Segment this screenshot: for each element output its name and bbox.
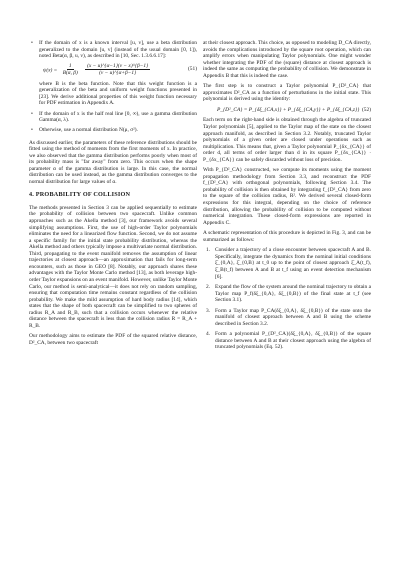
step-text: Form a polynomial P_{D²_CA}(δξ_{0,A}, δξ_{0,B}) of the square distance between A and B at their closest approach using the algebra of truncated polynomials (Eq. 52). — [215, 331, 371, 351]
eq51-den2: (v − u)^{α+β−1} — [99, 70, 137, 77]
step-item — [203, 308, 371, 328]
bullet-beta-text: If the domain of x is a known interval [u, v], use a beta distribution generalized to the domain [u, v] (instead of the usual domain [0, 1]), noted Beta(α, β, u, v), as described in [10, Sec. 1.3.6.6.17]: — [39, 40, 197, 60]
step-item — [203, 247, 371, 280]
eq51-frac2 — [85, 63, 150, 77]
left-column — [29, 40, 197, 350]
equation-51 — [29, 63, 197, 77]
step-number: 2. — [206, 284, 211, 291]
step-text: Expand the flow of the system around the nominal trajectory to obtain a Taylor map P_f(δξ_{0,A}, δξ_{0,B}) of the final state at t_f (see Section 3.1). — [215, 284, 371, 304]
step-item — [203, 284, 371, 304]
step-text: Consider a trajectory of a close encounter between spacecraft A and B. Specifically, integrate the dynamics from the nominal initial conditions ξ̄_{0,A}, ξ̄_{0,B} at t_0 up to the point of closest approach ξ̄_A(t_f), ξ̄_B(t_f) between A and B at t_f using an event detection mechanism [6]. — [215, 247, 371, 280]
eq52-number: (52) — [362, 106, 371, 113]
equation-52 — [203, 107, 371, 114]
paragraph-closest-approach: at their closest approach. This choice, as opposed to modeling D_CA directly, avoids the complications introduced by the square root operation, which can amplify errors when manipulating Taylor polynomials. One might wonder whether integrating the PDF of the (square) distance at closest approach is indeed the same as computing the probability of collision. We demonstrate in Appendix B that this is indeed the case. — [203, 40, 371, 79]
paragraph-first-step: The first step is to construct a Taylor polynomial P_{D²_CA} that approximates D²_CA as a function of perturbations in the initial state. This polynomial is derived using the identity: — [203, 83, 371, 103]
paragraph-methodology: Our methodology aims to estimate the PDF of the squared relative distance, D²_CA, between two spacecraft — [29, 333, 197, 346]
eq51-frac1 — [61, 63, 80, 77]
eq51-den1: B(α, β) — [62, 70, 78, 77]
bullet-beta-continuation: where B is the beta function. Note that this weight function is a generalization of the beta and uniform weight functions presented in [23]. We derive additional properties of this weight function necessary for PDF estimation in Appendix A. — [39, 80, 197, 107]
section-heading: 4. PROBABILITY OF COLLISION — [29, 191, 131, 199]
paragraph-reference-fit: As discussed earlier, the parameters of these reference distributions should be fitted using the method of moments from the first moments of x. In practice, we also observed that the gamma distribution performs poorly when most of its probability mass is "far away" from zero. This occurs when the shape parameter α of the gamma distribution is large. In this case, the normal distribution can be used instead, as the gamma distribution converges to the normal distribution for large values of α. — [29, 139, 197, 185]
eq51-num2: (x − u)^{α−1}(v − x)^{β−1} — [87, 62, 149, 69]
paragraph-methods: The methods presented in Section 3 can be applied sequentially to estimate the probability of collision between two spacecraft. Unlike common approaches such as the Akella method [3], our framework avoids several simplifying assumptions. First, the use of high-order Taylor polynomials eliminates the need for a linearized flow function. Second, we do not assume a specific family for the initial state probability distribution, whereas the Akella method and others typically impose a multivariate normal distribution. Third, propagating to the event manifold removes the assumption of linear trajectories at closest approach—an approximation that fails for long-term encounters, such as those in GEO [8]. Notably, our approach shares these advantages with the Taylor Monte Carlo method [13], as both leverage high-order Taylor expansions on an event manifold. However, unlike Taylor Monte Carlo, our method is semi-analytical—it does not rely on random sampling, ensuring that computation time remains constant regardless of the collision probability. We make the mild assumption of hard body radius [14], which states that the shape of both spacecraft can be simplified to two spheres of radius R_A and R_B, such that a collision occurs whenever the relative distance between the spacecraft is less than the collision radius R = R_A + R_B. — [29, 204, 197, 329]
step-number: 4. — [206, 331, 211, 338]
bullet-gamma-text: If the domain of x is the half real line [0, ∞), use a gamma distribution Gamma(α, λ). — [39, 110, 197, 124]
right-column — [203, 40, 371, 355]
bullet-normal-text: Otherwise, use a normal distribution N(μ, σ²). — [39, 127, 138, 134]
eq52-body: P_{D²_CA} = P_{δξ_{CA,x}} + P_{δξ_{CA,y}} + P_{δξ_{CA,z}} — [217, 106, 360, 113]
paragraph-moments: With P_{D²_CA} constructed, we compute its moments using the moment propagation methodology from Section 3.3, and reconstruct the PDF f_{D²_CA} with orthogonal polynomials, following Section 3.4. The probability of collision is then obtained by integrating f_{D²_CA} from zero to the square of the collision radius, R². We derived several closed-form expressions for this integral, depending on the choice of reference distribution, allowing the probability of collision to be computed without numerical integration. These closed-form expressions are reported in Appendix C. — [203, 167, 371, 226]
eq51-lhs: ψ(x) = — [43, 66, 58, 73]
paragraph-taylor-algebra: Each term on the right-hand side is obtained through the algebra of truncated Taylor polynomials [5], applied to the Taylor map of the state on the closest approach manifold, as described in Section 3.2. Notably, truncated Taylor polynomials of a given order are closed under operations such as multiplication. This means that, given a Taylor polynomial P_{δx_{CA}} of order d, all terms of order larger than d in its square P_{δx_{CA}} · P_{δx_{CA}} can be safely discarded without loss of precision. — [203, 117, 371, 163]
step-text: Form a Taylor map P_CA(δξ_{0,A}, δξ_{0,B}) of the state onto the manifold of closest approach between A and B using the scheme described in Section 3.2. — [215, 307, 371, 327]
paragraph-schematic: A schematic representation of this procedure is depicted in Fig. 3, and can be summarized as follows: — [203, 230, 371, 243]
bullet-beta — [29, 40, 197, 60]
bullet-normal — [29, 127, 197, 134]
bullet-gamma — [29, 111, 197, 124]
step-item — [203, 331, 371, 351]
eq51-num1: 1 — [68, 62, 72, 69]
step-number: 1. — [206, 247, 211, 254]
step-number: 3. — [206, 307, 211, 314]
eq51-number: (51) — [188, 66, 197, 73]
